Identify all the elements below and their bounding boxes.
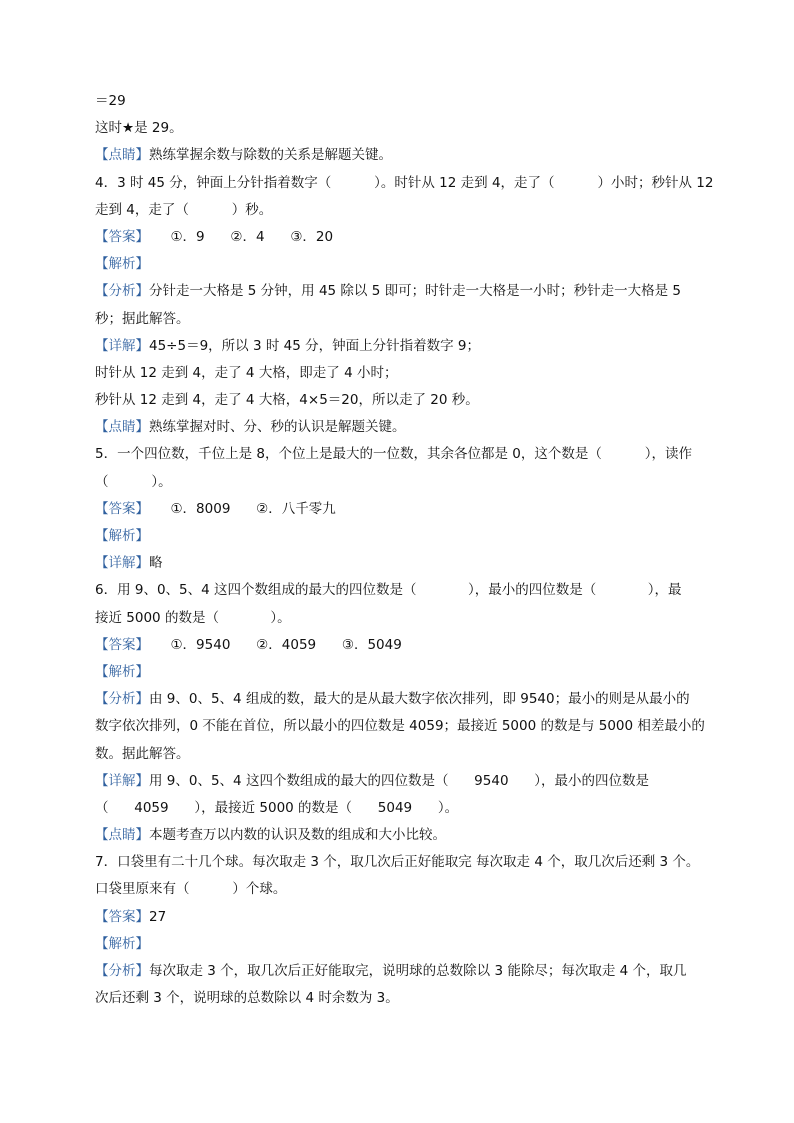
line-text: 用 9、0、5、4 这四个数组成的最大的四位数是（ 9540 ），最小的四位数是: [149, 772, 650, 789]
line-text: 秒；据此解答。: [95, 310, 190, 327]
section-tag: 【解析】: [95, 528, 149, 544]
line-text: 数字依次排列，0 不能在首位，所以最小的四位数是 4059；最接近 5000 的数是与 5000 相差最小的: [95, 718, 705, 735]
text-line: [95, 282, 705, 300]
section-tag: 【点睛】: [95, 147, 149, 164]
text-line: [95, 146, 705, 164]
line-text: 45÷5＝9，所以 3 时 45 分，钟面上分针指着数字 9；: [149, 337, 480, 354]
line-text: 略: [149, 555, 163, 572]
line-text: 口袋里原来有（ ）个球。: [95, 881, 287, 898]
section-tag: 【点睛】: [95, 419, 149, 436]
line-text: 这时★是 29。: [95, 120, 183, 137]
text-line: [95, 690, 705, 708]
line-text: 接近 5000 的数是（ ）。: [95, 609, 291, 626]
section-tag: 【答案】: [95, 636, 149, 653]
section-tag: 【点睛】: [95, 827, 149, 844]
text-line: [95, 119, 705, 137]
text-line: [95, 853, 705, 871]
section-tag: 【详解】: [95, 555, 149, 572]
line-text: 熟练掌握对时、分、秒的认识是解题关键。: [149, 419, 406, 436]
line-text: 秒针从 12 走到 4，走了 4 大格，4×5＝20，所以走了 20 秒。: [95, 392, 479, 409]
text-line: [95, 445, 705, 463]
line-text: 次后还剩 3 个，说明球的总数除以 4 时余数为 3。: [95, 990, 399, 1007]
section-tag: 【详解】: [95, 337, 149, 354]
section-tag: 【答案】: [95, 908, 149, 925]
text-line: [95, 826, 705, 844]
line-text: 时针从 12 走到 4，走了 4 大格，即走了 4 小时；: [95, 364, 398, 381]
text-line: [95, 201, 705, 219]
line-text: 分针走一大格是 5 分钟，用 45 除以 5 即可；时针走一大格是一小时；秒针走一大格是 5: [149, 283, 681, 300]
section-tag: 【详解】: [95, 772, 149, 789]
line-text: 7．口袋里有二十几个球。每次取走 3 个，取几次后正好能取完 每次取走 4 个，取几次后还剩 3 个。: [95, 854, 700, 871]
text-line: [95, 418, 705, 436]
section-tag: 【分析】: [95, 691, 149, 708]
text-line: [95, 772, 705, 790]
section-tag: 【解析】: [95, 935, 149, 952]
text-line: [95, 473, 705, 491]
line-text: 每次取走 3 个，取几次后正好能取完，说明球的总数除以 3 能除尽；每次取走 4 个，取几: [149, 963, 687, 979]
line-text: 数。据此解答。: [95, 745, 190, 762]
text-line: [95, 880, 705, 898]
line-text: 本题考查万以内数的认识及数的组成和大小比较。: [149, 827, 446, 844]
text-line: [95, 554, 705, 572]
text-line: [95, 908, 705, 926]
text-line: [95, 527, 705, 545]
line-text: ＝29: [95, 93, 126, 109]
section-tag: 【答案】: [95, 500, 149, 517]
line-text: 6．用 9、0、5、4 这四个数组成的最大的四位数是（ ），最小的四位数是（ ），最: [95, 582, 682, 599]
text-line: [95, 663, 705, 681]
section-tag: 【解析】: [95, 663, 149, 680]
text-line: [95, 391, 705, 409]
text-line: [95, 636, 705, 654]
text-line: [95, 310, 705, 328]
text-line: [95, 581, 705, 599]
line-text: 走到 4，走了（ ）秒。: [95, 201, 273, 218]
section-tag: 【分析】: [95, 283, 149, 300]
text-line: [95, 500, 705, 518]
line-text: 熟练掌握余数与除数的关系是解题关键。: [149, 147, 392, 164]
text-line: [95, 228, 705, 246]
text-line: [95, 92, 705, 110]
text-line: [95, 337, 705, 355]
text-line: [95, 935, 705, 953]
section-tag: 【答案】: [95, 228, 149, 245]
text-line: [95, 609, 705, 627]
text-line: [95, 255, 705, 273]
line-text: ①．8009 ②．八千零九: [149, 500, 336, 517]
line-text: （ ）。: [95, 473, 172, 490]
line-text: 4．3 时 45 分，钟面上分针指着数字（ ）。时针从 12 走到 4，走了（ ）小时；秒针从 12: [95, 174, 714, 191]
line-text: （ 4059 ），最接近 5000 的数是（ 5049 ）。: [95, 799, 459, 816]
line-text: ①．9 ②．4 ③．20: [149, 228, 334, 245]
line-text: 5．一个四位数，千位上是 8，个位上是最大的一位数，其余各位都是 0，这个数是（ ），读作: [95, 446, 693, 463]
text-line: [95, 717, 705, 735]
text-line: [95, 174, 714, 192]
line-text: 由 9、0、5、4 组成的数，最大的是从最大数字依次排列，即 9540；最小的则是从最小的: [149, 691, 690, 708]
text-line: [95, 799, 705, 817]
line-text: ①．9540 ②．4059 ③．5049: [149, 636, 402, 653]
section-tag: 【解析】: [95, 256, 149, 273]
text-line: [95, 364, 705, 382]
document-page: [95, 92, 714, 1016]
section-tag: 【分析】: [95, 963, 149, 979]
text-line: [95, 962, 705, 980]
line-text: 27: [149, 908, 167, 925]
text-line: [95, 745, 705, 763]
text-line: [95, 989, 705, 1007]
